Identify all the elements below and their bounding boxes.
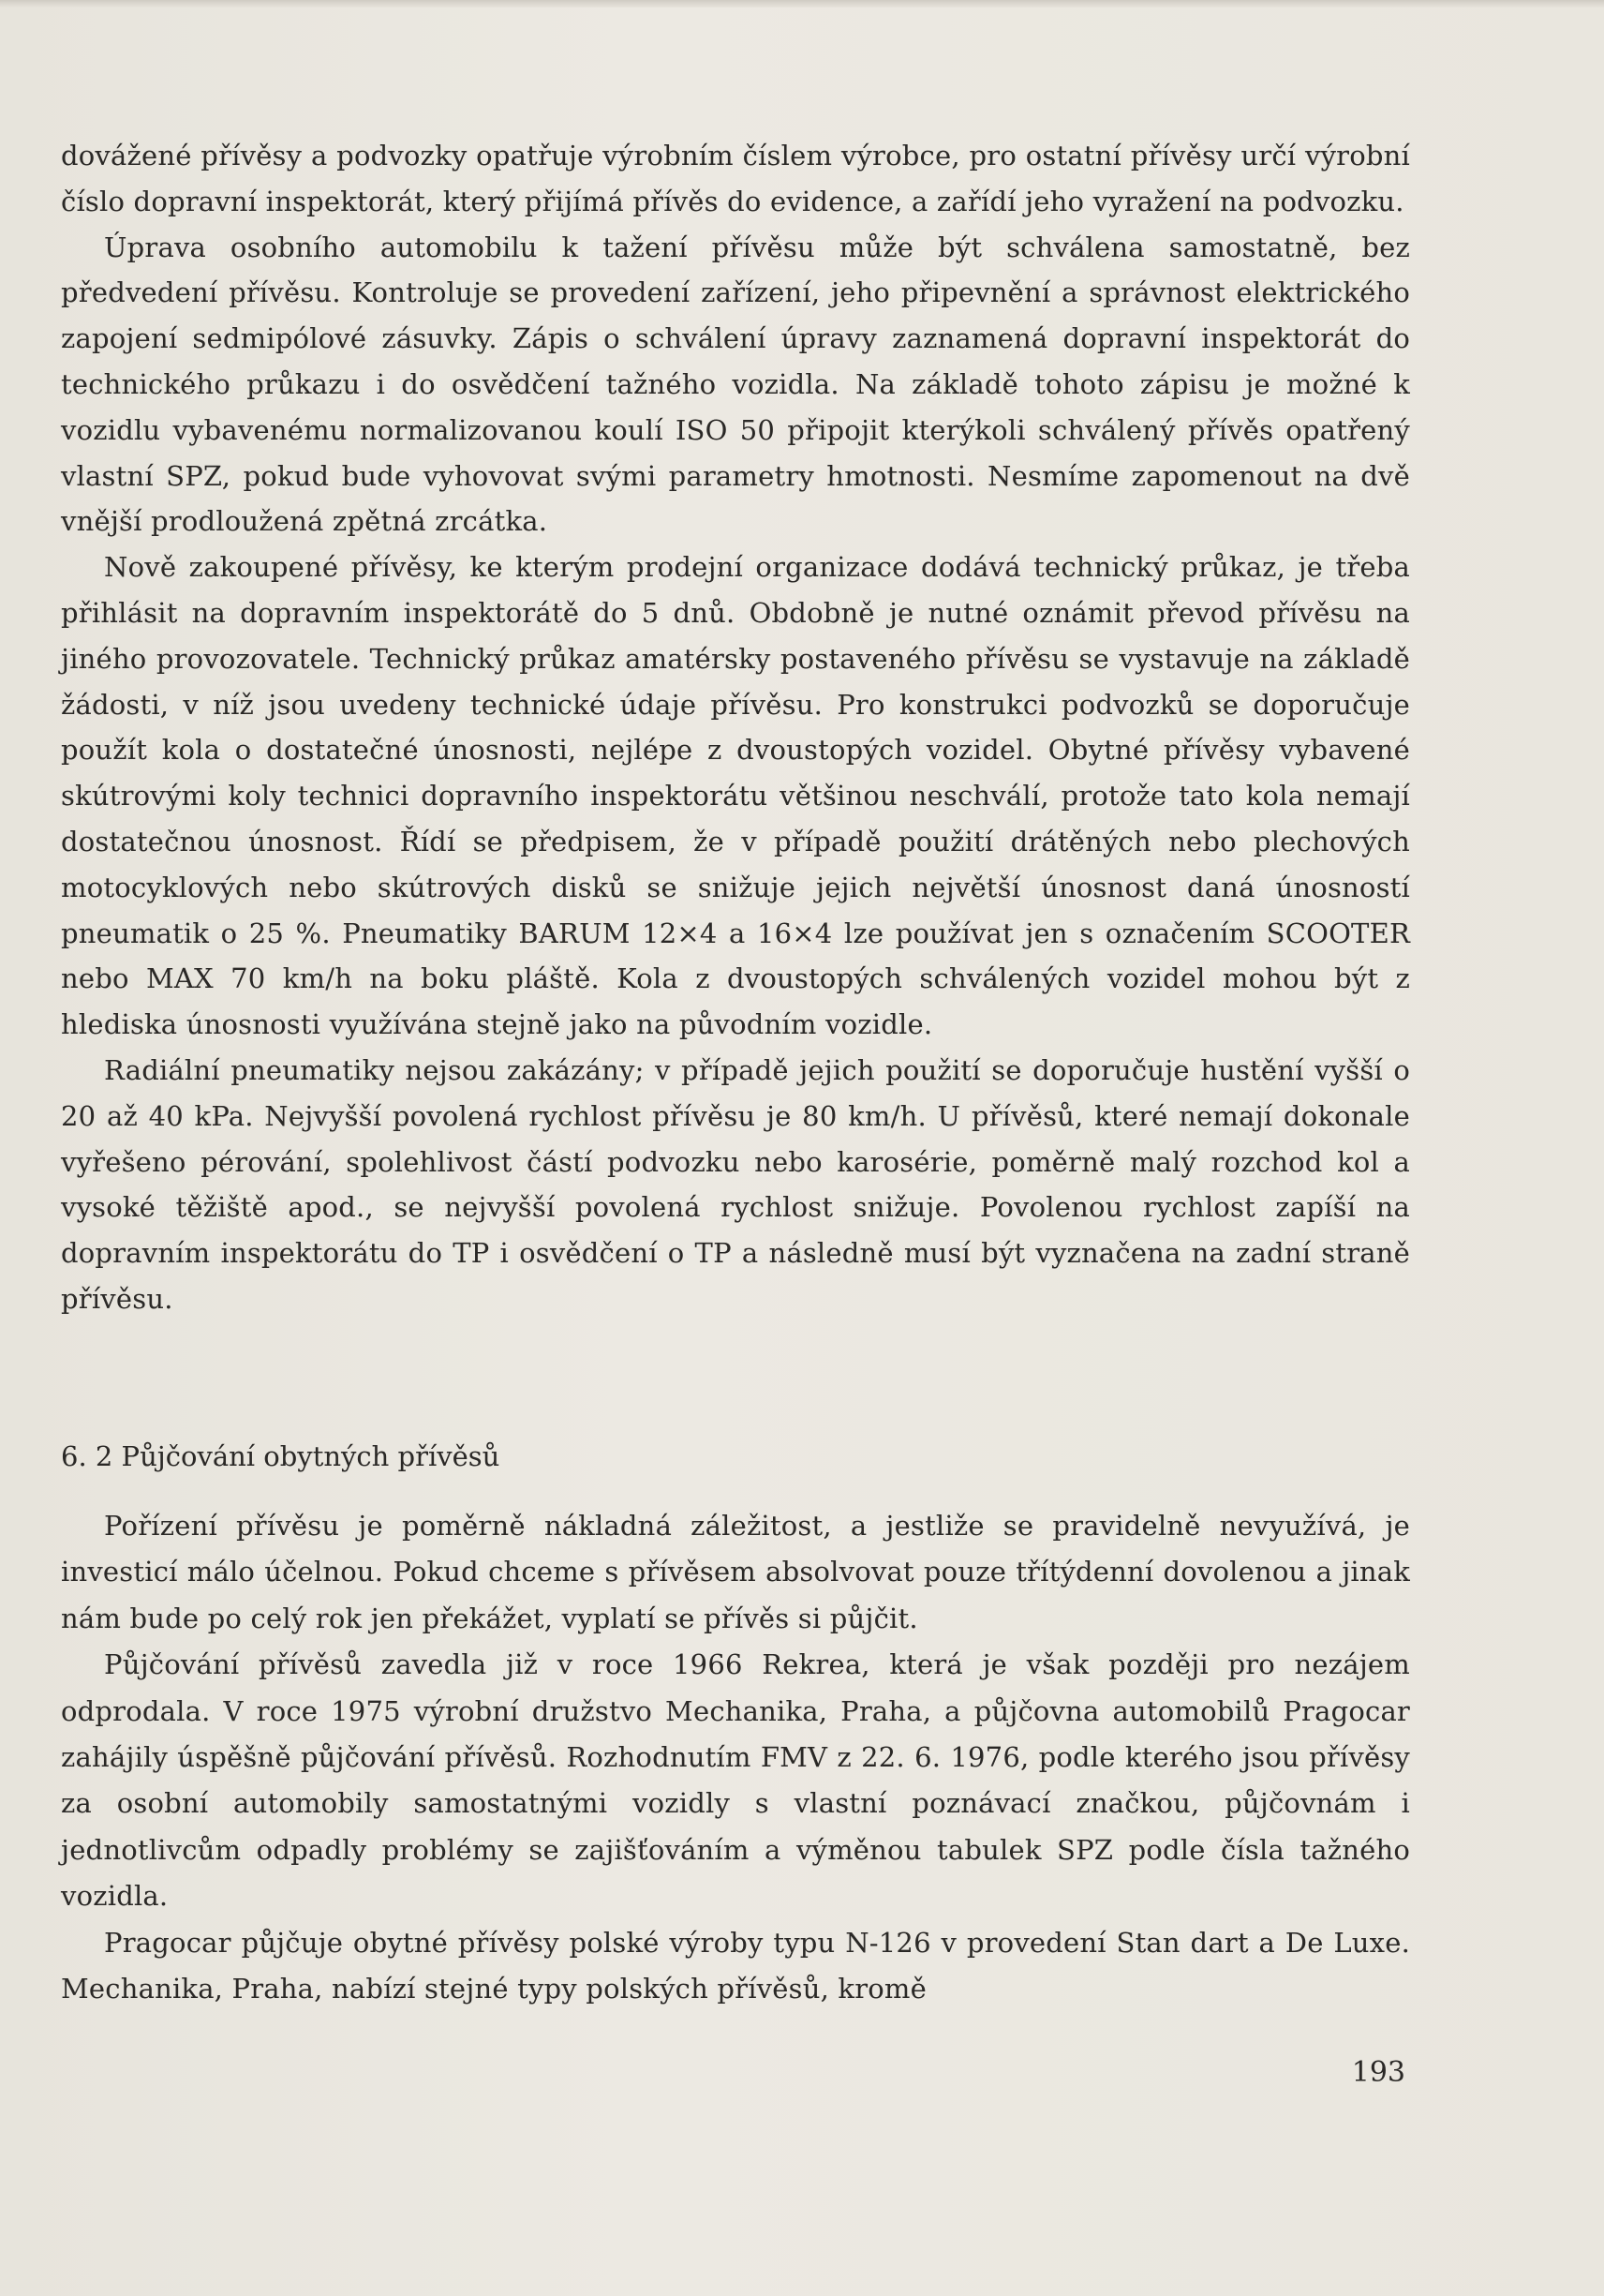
paragraph: dovážené přívěsy a podvozky opatřuje výrobním číslem výrobce, pro ostatní přívěsy určí výrobní číslo dopravní inspektorát, který přijímá přívěs do evidence, a zařídí jeho vyražení na podvozku. <box>61 140 1410 217</box>
page-top-edge <box>0 0 1604 7</box>
section-1-text <box>61 133 1410 1322</box>
paragraph: Pořízení přívěsu je poměrně nákladná záležitost, a jestliže se pravidelně nevyužívá, je investicí málo účelnou. Pokud chceme s přívěsem absolvovat pouze třítýdenní dovolenou a jinak nám bude po celý rok jen překážet, vyplatí se přívěs si půjčit. <box>61 1510 1410 1634</box>
paragraph: Radiální pneumatiky nejsou zakázány; v případě jejich použití se doporučuje hustění vyšší o 20 až 40 kPa. Nejvyšší povolená rychlost přívěsu je 80 km/h. U přívěsů, které nemají dokonale vyřešeno pérování, spolehlivost částí podvozku nebo karosérie, poměrně malý rozchod kol a vysoké těžiště apod., se nejvyšší povolená rychlost snižuje. Povolenou rychlost zapíší na dopravním inspektorátu do TP i osvědčení o TP a následně musí být vyznačena na zadní straně přívěsu. <box>61 1053 1410 1315</box>
paragraph: Půjčování přívěsů zavedla již v roce 1966 Rekrea, která je však později pro nezájem odprodala. V roce 1975 výrobní družstvo Mechanika, Praha, a půjčovna automobilů Pragocar zahájily úspěšně půjčování přívěsů. Rozhodnutím FMV z 22. 6. 1976, podle kterého jsou přívěsy za osobní automobily samostatnými vozidly s vlastní poznávací značkou, půjčovnám i jednotlivcům odpadly problémy se zajišťováním a výměnou tabulek SPZ podle čísla tažného vozidla. <box>61 1648 1410 1913</box>
page-number: 193 <box>1351 2056 1405 2089</box>
paragraph: Pragocar půjčuje obytné přívěsy polské výroby typu N-126 v provedení Stan dart a De Luxe. Mechanika, Praha, nabízí stejné typy polských přívěsů, kromě <box>61 1926 1410 2005</box>
paragraph: Úprava osobního automobilu k tažení přívěsu může být schválena samostatně, bez předvedení přívěsu. Kontroluje se provedení zařízení, jeho připevnění a správnost elektrického zapojení sedmipólové zásuvky. Zápis o schválení úpravy zaznamená dopravní inspektorát do technického průkazu i do osvědčení tažného vozidla. Na základě tohoto zápisu je možné k vozidlu vybavenému normalizovanou koulí ISO 50 připojit kterýkoli schválený přívěs opatřený vlastní SPZ, pokud bude vyhovovat svými parametry hmotnosti. Nesmíme zapomenout na dvě vnější prodloužená zpětná zrcátka. <box>61 231 1410 538</box>
paragraph: Nově zakoupené přívěsy, ke kterým prodejní organizace dodává technický průkaz, je třeba přihlásit na dopravním inspektorátě do 5 dnů. Obdobně je nutné oznámit převod přívěsu na jiného provozovatele. Technický průkaz amatérsky postaveného přívěsu se vystavuje na základě žádosti, v níž jsou uvedeny technické údaje přívěsu. Pro konstrukci podvozků se doporučuje použít kola o dostatečné únosnosti, nejlépe z dvoustopých vozidel. Obytné přívěsy vybavené skútrovými koly technici dopravního inspektorátu většinou neschválí, protože tato kola nemají dostatečnou únosnost. Řídí se předpisem, že v případě použití drátěných nebo plechových motocyklových nebo skútrových disků se snižuje jejich největší únosnost daná únosností pneumatik o 25 %. Pneumatiky BARUM 12×4 a 16×4 lze používat jen s označením SCOOTER nebo MAX 70 km/h na boku pláště. Kola z dvoustopých schválených vozidel mohou být z hlediska únosnosti využívána stejně jako na původním vozidle. <box>61 551 1410 1041</box>
section-heading: 6. 2 Půjčování obytných přívěsů <box>61 1440 500 1472</box>
section-2-text <box>61 1503 1410 2012</box>
